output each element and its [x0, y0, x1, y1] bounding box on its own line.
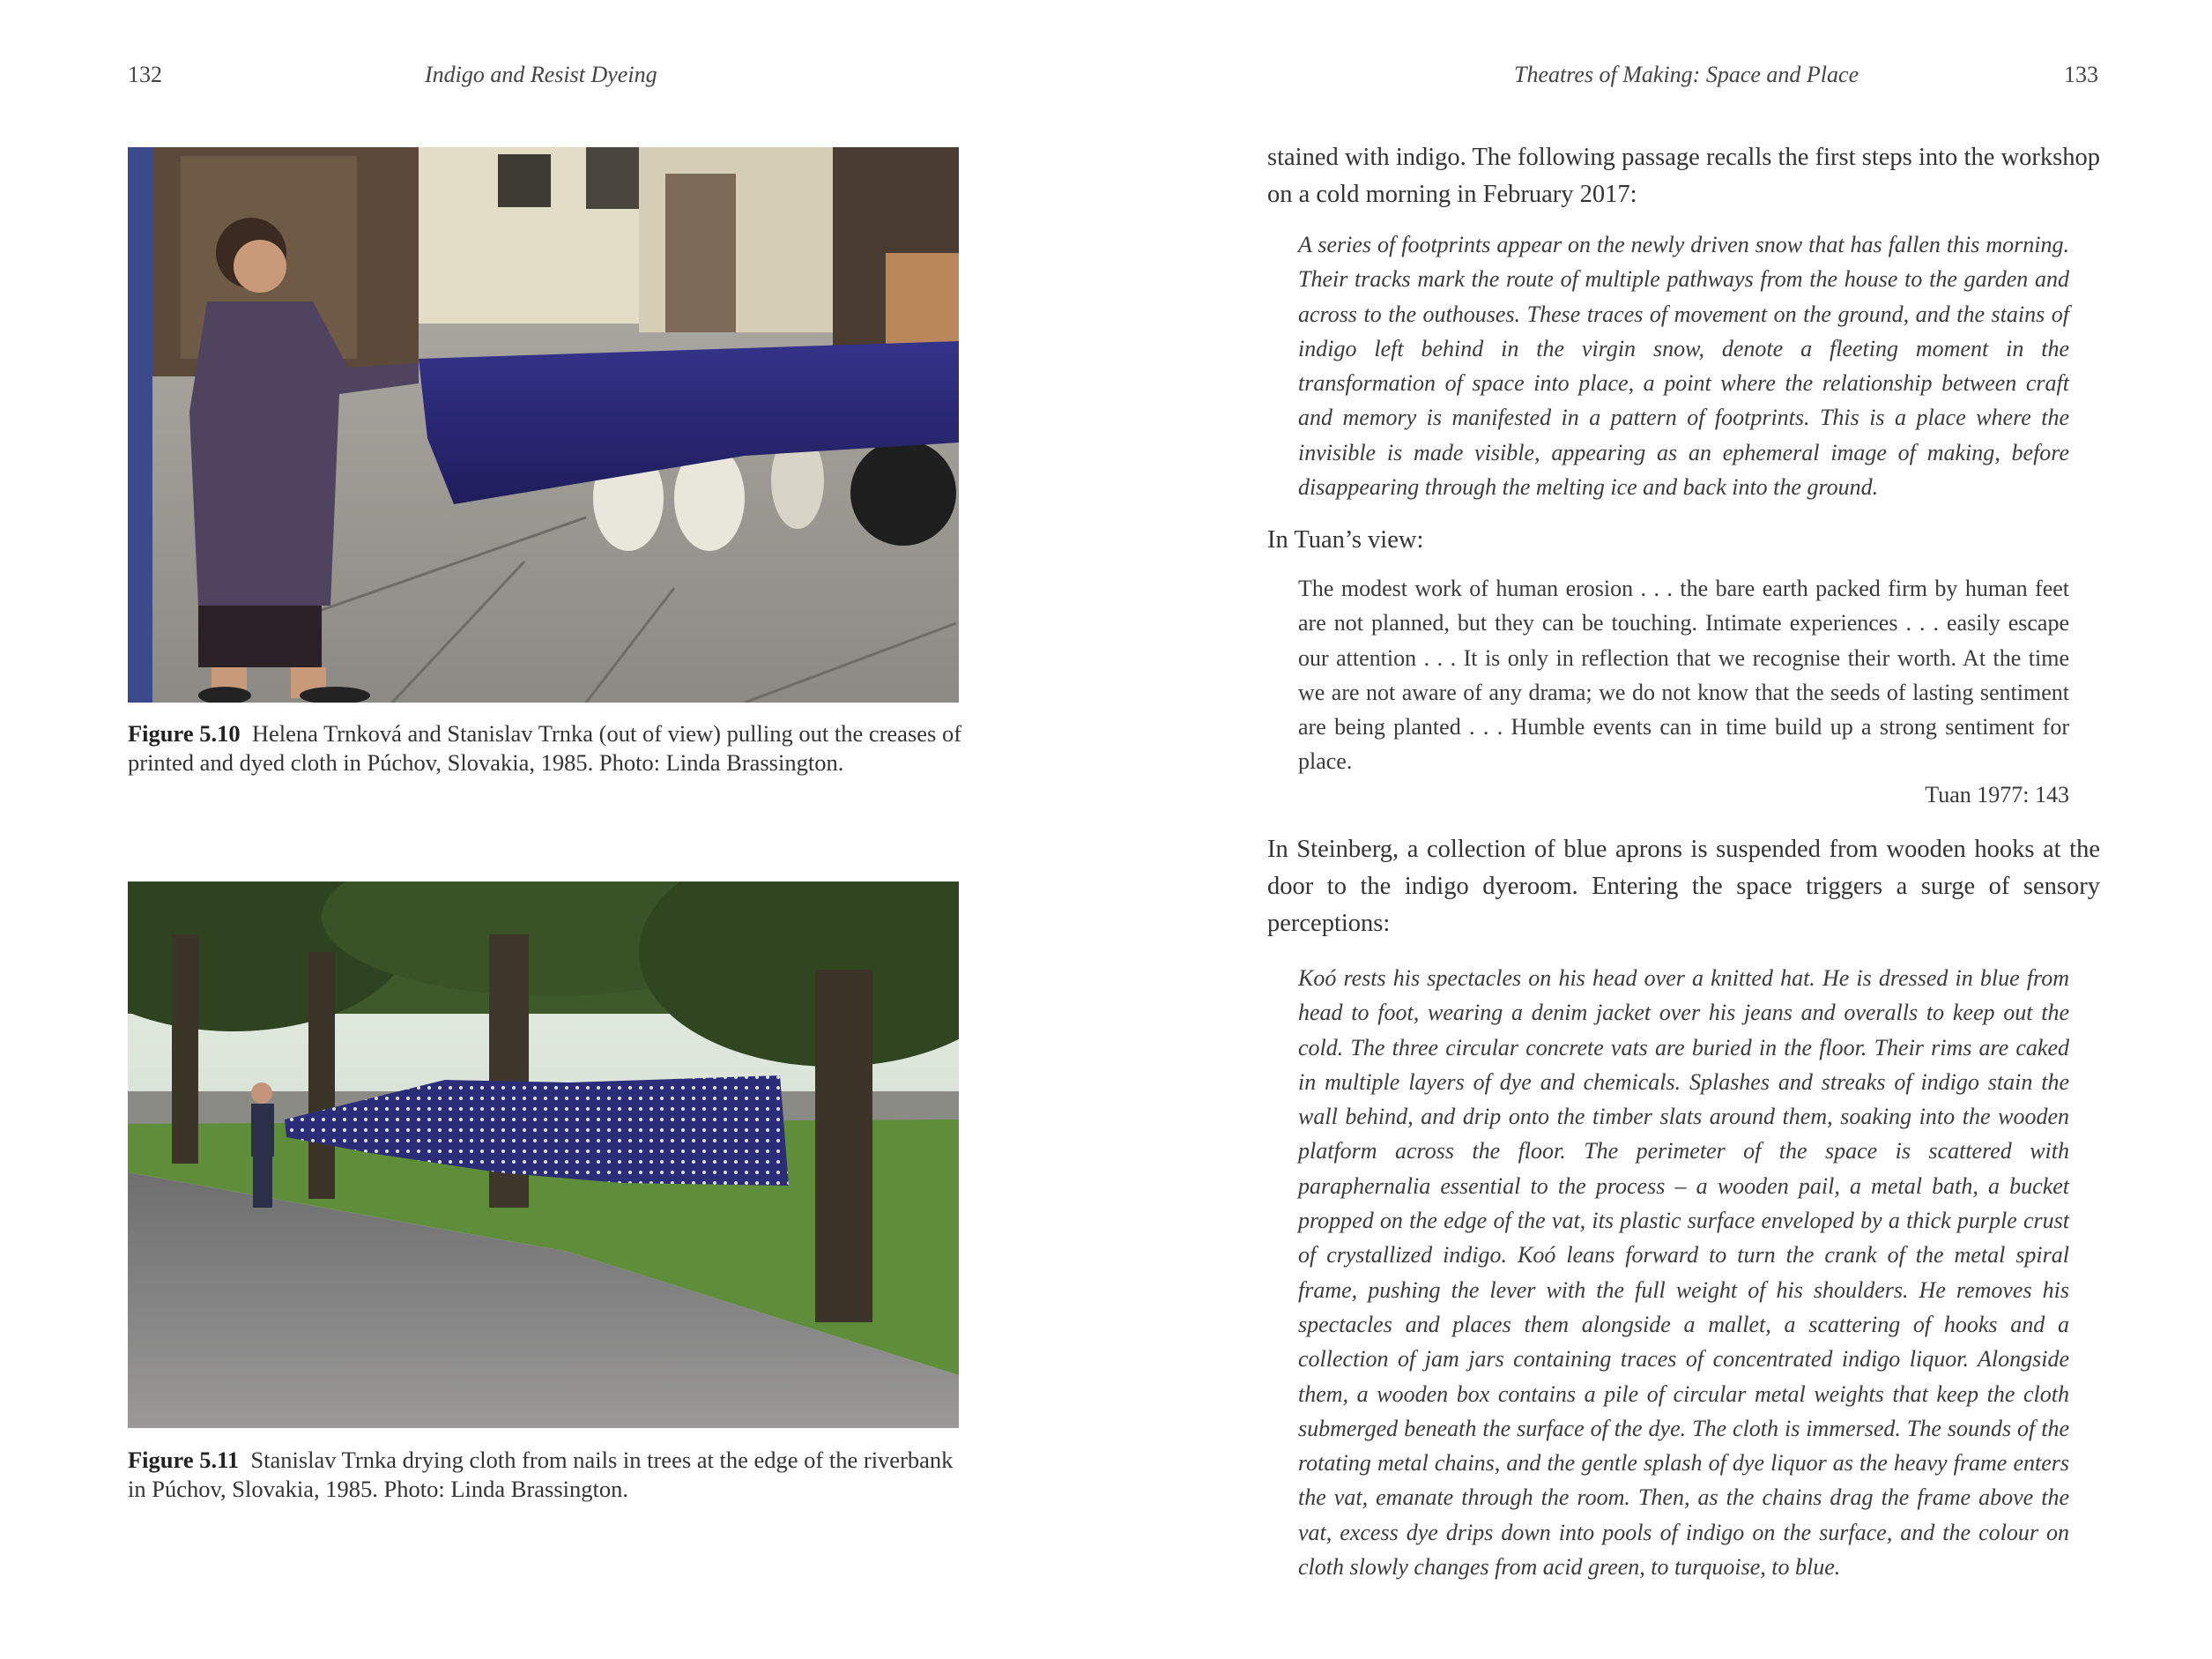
paragraph-2: In Tuan’s view: [1267, 526, 1424, 554]
paragraph-1: stained with indigo. The following passage recalls the first steps into the workshop on a cold morning in February 2017: [1267, 144, 2100, 208]
figure-5-10-label: Figure 5.10 [128, 720, 241, 747]
figure-5-10-caption-text: Helena Trnková and Stanislav Trnka (out of view) pulling out the creases of printed and dyed cloth in Púchov, Slovakia, 1985. Photo: Linda Brassington. [128, 720, 962, 776]
block-quote-footprints [1298, 227, 2069, 504]
paragraph-3: In Steinberg, a collection of blue aprons is suspended from wooden hooks at the door to the indigo dyeroom. Entering the space triggers a surge of sensory perceptions: [1267, 836, 2100, 937]
quote-attribution: Tuan 1977: 143 [1925, 782, 2069, 807]
running-head-left: Indigo and Resist Dyeing [425, 62, 657, 87]
block-quote-steinberg-text: Koó rests his spectacles on his head over a knitted hat. He is dressed in blue from head to foot, wearing a denim jacket over his jeans and overalls to keep out the cold. The three circular concrete vats are buried in the floor. Their rims are caked in multiple layers of dye and chemicals. Splashes and streaks of indigo stain the wall behind, and drip onto the timber slats around them, soaking into the wooden platform across the floor. The perimeter of the space is scattered with paraphernalia essential to the process – a wooden pail, a metal bath, a bucket propped on the edge of the vat, its plastic surface enveloped by a thick purple crust of crystallized indigo. Koó leans forward to turn the crank of the metal spiral frame, pushing the lever with the full weight of his shoulders. He removes his spectacles and places them alongside a mallet, a scattering of hooks and a collection of jam jars containing traces of concentrated indigo liquor. Alongside them, a wooden box contains a pile of circular metal weights that keep the cloth submerged beneath the surface of the dye. The cloth is immersed. The sounds of the rotating metal chains, and the gentle splash of dye liquor as the heavy frame enters the vat, emanate through the room. Then, as the chains drag the frame above the vat, excess dye drips down into pools of indigo on the surface, and the colour on cloth slowly changes from acid green, to turquoise, to blue. [1298, 965, 2069, 1581]
block-quote-tuan-text: The modest work of human erosion . . . the bare earth packed firm by human feet are not planned, but they can be touching. Intimate experiences . . . easily escape our attention . . . It is only in reflection that we recognise their worth. At the time we are not aware of any drama; we do not know that the seeds of lasting sentiment are being planted . . . Humble events can in time build up a strong sentiment for place. [1298, 576, 2069, 775]
figure-5-10-photo [128, 147, 959, 703]
figure-5-11-caption-text: Stanislav Trnka drying cloth from nails in trees at the edge of the riverbank in Púchov, Slovakia, 1985. Photo: Linda Brassington. [128, 1447, 954, 1502]
block-quote-footprints-text: A series of footprints appear on the newly driven snow that has fallen this morning. Their tracks mark the route of multiple pathways from the house to the garden and across to the outhouses. These traces of movement on the ground, and the stains of indigo left behind in the virgin snow, denote a fleeting moment in the transformation of space into place, a point where the relationship between craft and memory is manifested in a pattern of footprints. This is a place where the invisible is made visible, appearing as an ephemeral image of making, before disappearing through the melting ice and back into the ground. [1298, 232, 2069, 501]
figure-5-11-photo [128, 882, 959, 1428]
block-quote-steinberg [1298, 961, 2069, 1584]
page-number-right: 133 [2064, 62, 2098, 87]
right-page [1106, 0, 2212, 1659]
figure-5-10-caption [128, 719, 965, 777]
running-head-right: Theatres of Making: Space and Place [1514, 62, 1859, 87]
page-number-left: 132 [128, 62, 162, 87]
figure-5-11-label: Figure 5.11 [128, 1447, 240, 1473]
block-quote-tuan [1298, 571, 2069, 779]
figure-5-11-caption [128, 1446, 965, 1504]
